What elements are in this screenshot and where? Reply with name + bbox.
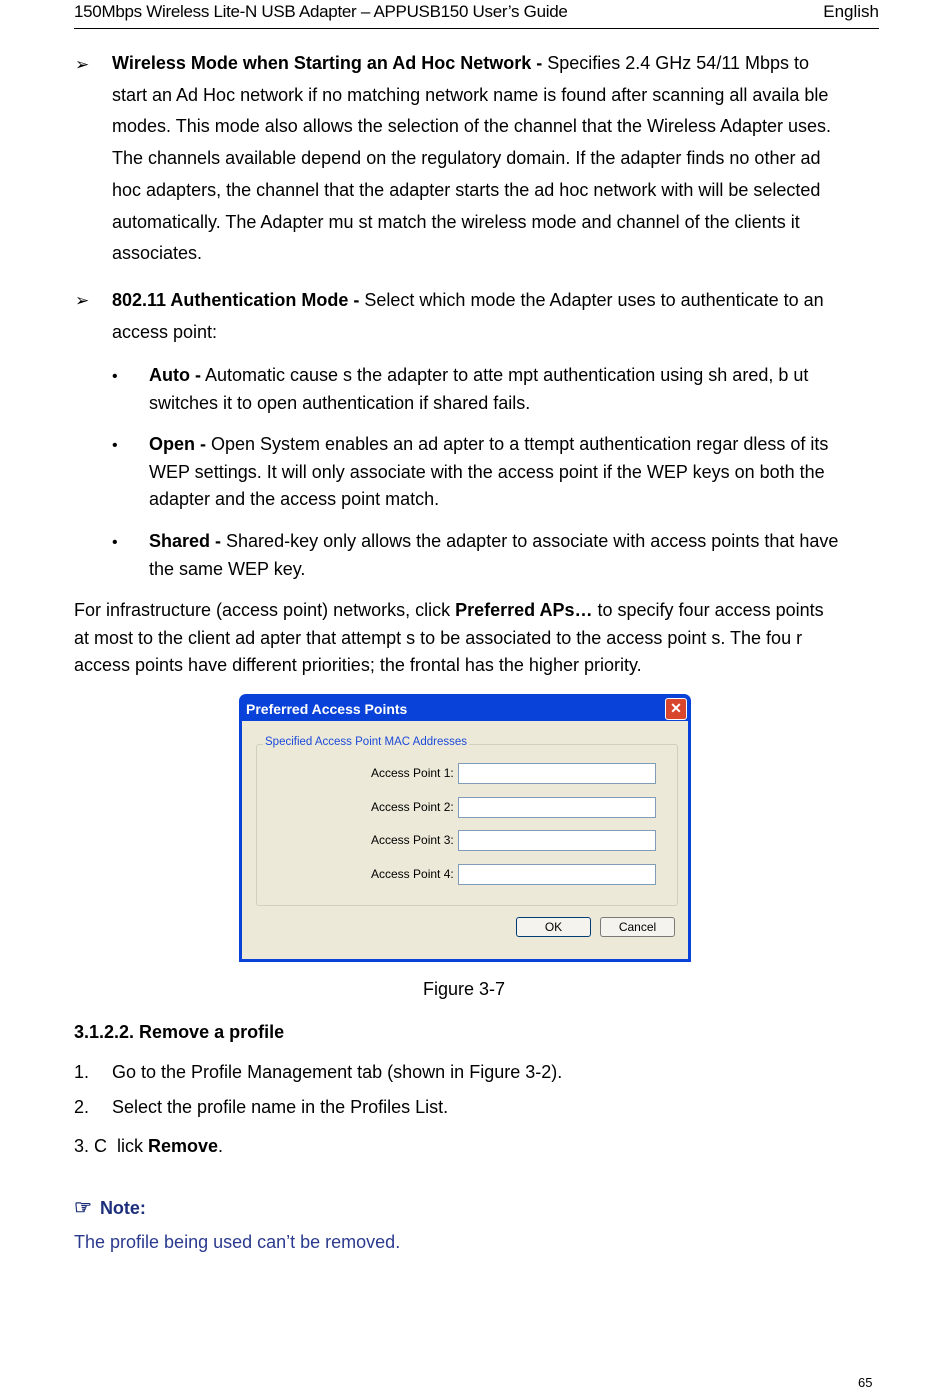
shared-label: Shared - [149,531,222,551]
step-3 [74,1136,223,1157]
access-point-4-label: Access Point 4: [371,867,454,881]
step-text: Select the profile name in the Profiles List. [112,1097,449,1117]
pointing-hand-icon: ☞ [74,1197,92,1219]
header-language: English [823,2,879,21]
cancel-button[interactable]: Cancel [600,917,675,937]
arrow-bullet-icon: ➢ [75,291,90,310]
text-line: WEP settings. It will only associate with the access point if the WEP keys on both the [149,461,825,482]
access-point-3-input[interactable] [458,830,656,851]
dialog-title: Preferred Access Points [246,701,408,717]
text-line: Specifies 2.4 GHz 54/11 Mbps to [542,53,810,73]
header-title: 150Mbps Wireless Lite-N USB Adapter – APPUSB150 User’s Guide [74,2,568,21]
page-header [74,0,879,29]
text-line: Select which mode the Adapter uses to authenticate to an [359,290,824,310]
page-number: 65 [858,1375,873,1390]
auto-label: Auto - [149,365,201,385]
arrow-bullet-icon: ➢ [75,55,90,74]
step-text: . [218,1136,224,1156]
step-number: 1. [74,1062,90,1082]
note-heading [74,1195,146,1220]
auto-item [149,362,808,417]
access-point-2-label: Access Point 2: [371,800,454,814]
preferred-aps-term: Preferred APs… [455,600,593,620]
auth-mode-paragraph [112,285,824,348]
text-line: hoc adapters, the channel that the adapter starts the ad hoc network with will be selected [112,179,821,200]
access-point-1-label: Access Point 1: [371,766,454,780]
access-point-1-input[interactable] [458,763,656,784]
dot-bullet-icon: • [112,437,118,454]
section-heading: 3.1.2.2. Remove a profile [74,1022,285,1042]
preferred-access-points-dialog [239,694,691,962]
access-point-2-input[interactable] [458,797,656,818]
step-number: 2. [74,1097,90,1117]
dot-bullet-icon: • [112,534,118,551]
preferred-aps-paragraph [74,597,824,680]
shared-item [149,528,838,583]
text-line: at most to the client ad apter that attempt s to be associated to the access point s. The fou r [74,627,803,648]
text-line: Shared-key only allows the adapter to associate with access points that have [221,531,839,551]
step-1 [74,1062,562,1083]
mac-address-group [256,736,678,906]
step-text: Go to the Profile Management tab (shown in Figure 3-2). [112,1062,563,1082]
text-line: Automatic cause s the adapter to atte mpt authentication using sh ared, b ut [200,365,809,385]
text-line: access points have different priorities; the frontal has the higher priority. [74,655,642,675]
dot-bullet-icon: • [112,368,118,385]
text-line: associates. [112,243,203,264]
wireless-mode-paragraph [112,48,831,270]
text-line: the same WEP key. [149,558,306,579]
text-line: switches it to open authentication if shared fails. [149,392,531,413]
access-point-3-label: Access Point 3: [371,833,454,847]
ok-button[interactable]: OK [516,917,591,937]
note-body: The profile being used can’t be removed. [74,1232,401,1252]
text-line: to specify four access points [592,600,824,620]
text-line: access point: [112,321,218,342]
dialog-body [242,721,688,959]
access-point-4-input[interactable] [458,864,656,885]
group-legend: Specified Access Point MAC Addresses [265,736,467,748]
wireless-mode-heading: Wireless Mode when Starting an Ad Hoc Network - [112,53,543,73]
text-line: The channels available depend on the regulatory domain. If the adapter finds no other ad [112,148,821,169]
text-line: Open System enables an ad apter to a ttempt authentication regar dless of its [206,434,829,454]
step-text: 3. C lick [74,1136,149,1156]
step-2 [74,1097,448,1118]
note-title: Note: [99,1198,146,1218]
text-line: For infrastructure (access point) networks, click [74,600,456,620]
text-line: start an Ad Hoc network if no matching network name is found after scanning all availa ble [112,84,829,105]
close-icon[interactable]: ✕ [665,698,687,720]
figure-caption: Figure 3-7 [423,979,506,999]
remove-term: Remove [148,1136,219,1156]
open-item [149,431,828,514]
open-label: Open - [149,434,206,454]
text-line: automatically. The Adapter mu st match the wireless mode and channel of the clients it [112,211,800,232]
text-line: adapter and the access point match. [149,489,440,509]
auth-mode-heading: 802.11 Authentication Mode - [112,290,360,310]
text-line: modes. This mode also allows the selection of the channel that the Wireless Adapter uses. [112,116,832,137]
